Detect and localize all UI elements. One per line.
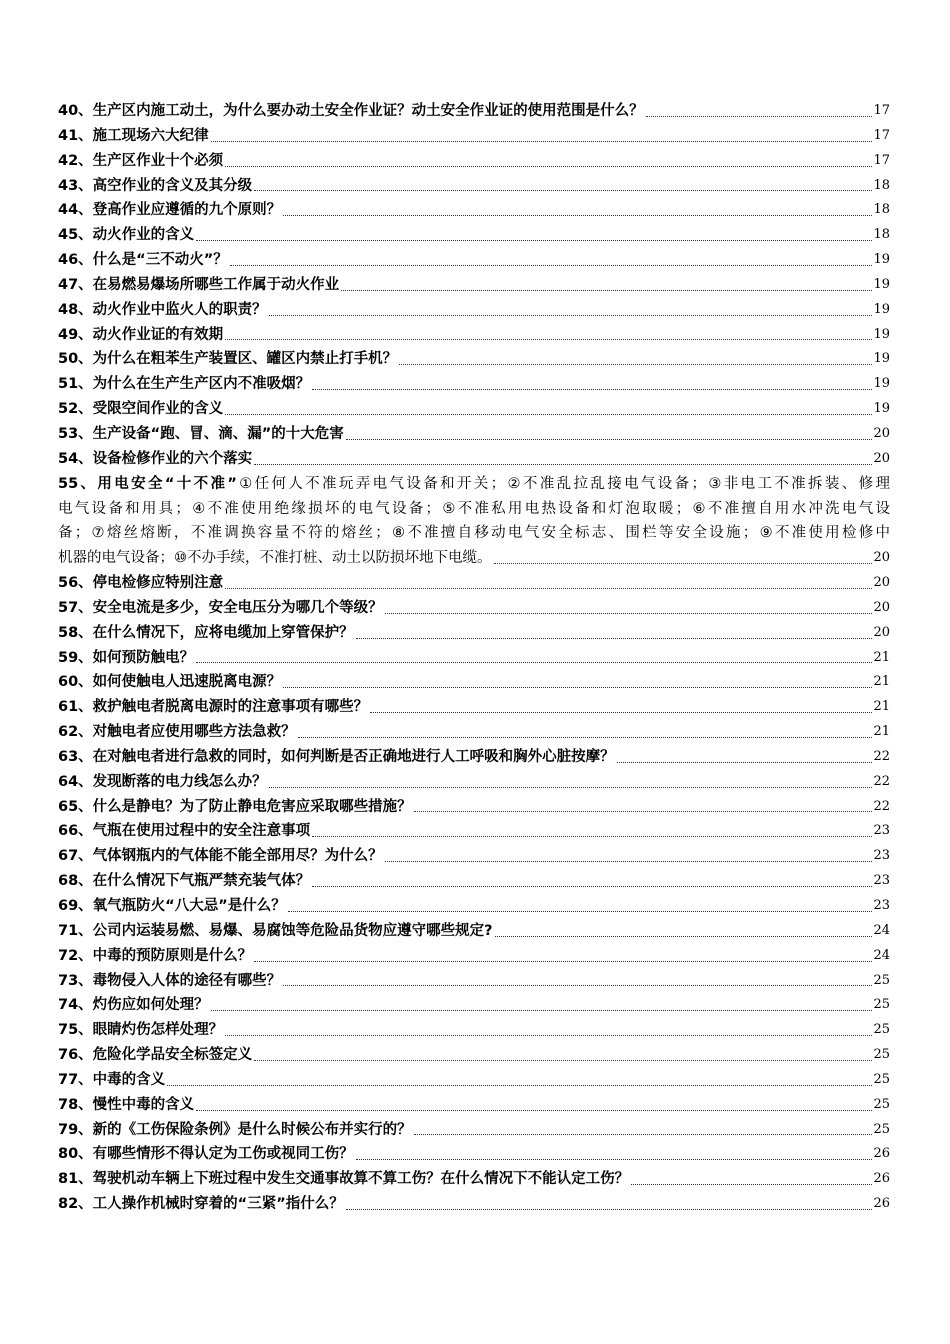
toc-entry-55-line-1 — [58, 472, 890, 497]
toc-entry-title: 42、生产区作业十个必须 — [58, 152, 224, 169]
toc-page-number: 25 — [873, 1022, 890, 1038]
toc-page-number: 23 — [873, 848, 890, 864]
dot-leader — [385, 613, 873, 614]
toc-page-number: 22 — [873, 798, 890, 814]
toc-entry[interactable] — [58, 323, 890, 348]
toc-page-number: 25 — [873, 1047, 890, 1063]
toc-page-number: 19 — [873, 252, 890, 268]
toc-entry[interactable] — [58, 1068, 890, 1093]
dot-leader — [312, 836, 872, 837]
toc-entry[interactable] — [58, 273, 890, 298]
toc-entry-text: 机器的电气设备；⑩不办手续，不准打桩、动土以防损坏地下电缆。 — [58, 550, 492, 567]
toc-entry-title: 57、安全电流是多少，安全电压分为哪几个等级？ — [58, 599, 383, 616]
toc-entry-title: 56、停电检修应特别注意 — [58, 575, 224, 592]
toc-entry-title: 68、在什么情况下气瓶严禁充装气体？ — [58, 873, 311, 890]
toc-entry[interactable] — [58, 124, 890, 149]
toc-entry[interactable] — [58, 1018, 890, 1043]
toc-entry-title: 63、在对触电者进行急救的同时，如何判断是否正确地进行人工呼吸和胸外心脏按摩？ — [58, 748, 615, 765]
toc-page-number: 23 — [873, 898, 890, 913]
toc-entry[interactable] — [58, 149, 890, 174]
dot-leader — [298, 737, 873, 738]
toc-entry[interactable] — [58, 819, 890, 844]
toc-entry-title: 80、有哪些情形不得认定为工伤或视同工伤？ — [58, 1146, 354, 1163]
dot-leader — [312, 886, 872, 887]
toc-page-number: 25 — [873, 1096, 890, 1112]
toc-entry[interactable] — [58, 919, 890, 944]
toc-entry[interactable] — [58, 844, 890, 869]
toc-page-number: 20 — [873, 624, 890, 640]
toc-entry[interactable] — [58, 447, 890, 472]
toc-entry-title: 67、气体钢瓶内的气体能不能全部用尽？为什么？ — [58, 848, 383, 865]
toc-page-number: 26 — [873, 1146, 890, 1162]
toc-page-number: 26 — [873, 1171, 890, 1187]
toc-page-number: 18 — [873, 202, 890, 218]
dot-leader — [494, 563, 873, 564]
toc-page-number: 20 — [873, 550, 890, 566]
dot-leader — [225, 166, 872, 167]
dot-leader — [288, 911, 873, 912]
toc-entry[interactable] — [58, 670, 890, 695]
toc-entry-title: 75、眼睛灼伤怎样处理？ — [58, 1022, 224, 1039]
toc-entry[interactable] — [58, 621, 890, 646]
toc-page-number: 19 — [873, 351, 890, 367]
toc-entry-title: 58、在什么情况下，应将电缆加上穿管保护？ — [58, 624, 354, 641]
toc-entry-title: 48、动火作业中监火人的职责？ — [58, 301, 267, 318]
toc-entry-55-line-4 — [58, 546, 890, 571]
toc-page-number: 21 — [873, 674, 890, 690]
toc-entry-title: 44、登高作业应遵循的九个原则？ — [58, 202, 282, 219]
toc-entry-title: 82、工人操作机械时穿着的“三紧”指什么？ — [58, 1196, 344, 1213]
toc-page-number: 19 — [873, 301, 890, 317]
dot-leader — [225, 1035, 872, 1036]
dot-leader — [385, 861, 873, 862]
toc-entry[interactable] — [58, 745, 890, 770]
toc-entry-title: 61、救护触电者脱离电源时的注意事项有哪些？ — [58, 699, 369, 716]
dot-leader — [254, 961, 872, 962]
toc-page-number: 20 — [873, 450, 890, 466]
toc-page-number: 22 — [873, 773, 890, 789]
toc-entry[interactable] — [58, 1118, 890, 1143]
toc-page-number: 19 — [873, 401, 890, 417]
dot-leader — [196, 662, 872, 663]
dot-leader — [414, 811, 873, 812]
dot-leader — [370, 712, 872, 713]
toc-entry[interactable] — [58, 596, 890, 621]
toc-page-number: 20 — [873, 425, 890, 441]
toc-page-number: 19 — [873, 276, 890, 292]
dot-leader — [211, 141, 873, 142]
toc-entry[interactable] — [58, 174, 890, 199]
toc-entry-title: 78、慢性中毒的含义 — [58, 1096, 195, 1113]
toc-group-a — [58, 99, 890, 472]
toc-entry-title: 60、如何使触电人迅速脱离电源？ — [58, 674, 282, 691]
toc-entry[interactable] — [58, 1142, 890, 1167]
toc-entry[interactable] — [58, 298, 890, 323]
dot-leader — [356, 1159, 873, 1160]
dot-leader — [341, 290, 872, 291]
toc-page-number: 17 — [873, 127, 890, 143]
toc-page-number: 25 — [873, 1071, 890, 1087]
toc-entry[interactable] — [58, 422, 890, 447]
toc-entry[interactable] — [58, 1093, 890, 1118]
toc-page-number: 23 — [873, 873, 890, 889]
dot-leader — [225, 414, 872, 415]
toc-page-number: 21 — [873, 724, 890, 740]
toc-entry-title: 40、生产区内施工动土，为什么要办动土安全作业证？动土安全作业证的使用范围是什么？ — [58, 103, 644, 119]
toc-page-number: 22 — [873, 748, 890, 764]
dot-leader — [283, 687, 872, 688]
toc-entry[interactable] — [58, 869, 890, 894]
toc-page-number: 17 — [873, 103, 890, 118]
toc-page-number: 20 — [873, 599, 890, 615]
toc-page-number: 24 — [873, 947, 890, 963]
toc-entry-title: 49、动火作业证的有效期 — [58, 326, 224, 343]
dot-leader — [283, 985, 872, 986]
toc-entry[interactable] — [58, 795, 890, 820]
toc-entry[interactable] — [58, 571, 890, 596]
toc-entry-title: 69、氧气瓶防火“八大忌”是什么？ — [58, 898, 286, 914]
dot-leader — [617, 762, 873, 763]
toc-entry[interactable] — [58, 894, 890, 919]
toc-entry[interactable] — [58, 969, 890, 994]
toc-entry[interactable] — [58, 944, 890, 969]
table-of-contents — [58, 99, 890, 1217]
toc-entry-title: 50、为什么在粗苯生产装置区、罐区内禁止打手机？ — [58, 351, 398, 368]
toc-page-number: 26 — [873, 1196, 890, 1212]
toc-entry-title: 77、中毒的含义 — [58, 1071, 166, 1088]
toc-page-number: 25 — [873, 1121, 890, 1137]
dot-leader — [312, 389, 872, 390]
toc-entry-55[interactable] — [58, 472, 890, 571]
dot-leader — [346, 1209, 873, 1210]
toc-entry[interactable] — [58, 720, 890, 745]
toc-entry[interactable] — [58, 397, 890, 422]
toc-entry-title: 54、设备检修作业的六个落实 — [58, 450, 253, 467]
toc-entry-title: 76、危险化学品安全标签定义 — [58, 1047, 253, 1064]
dot-leader — [346, 439, 873, 440]
dot-leader — [211, 1010, 873, 1011]
toc-page-number: 18 — [873, 227, 890, 243]
toc-entry[interactable] — [58, 248, 890, 273]
toc-page-number: 25 — [873, 972, 890, 988]
dot-leader — [269, 315, 873, 316]
toc-entry[interactable] — [58, 993, 890, 1018]
toc-entry-title: 62、对触电者应使用哪些方法急救？ — [58, 724, 296, 741]
dot-leader — [495, 936, 873, 937]
toc-entry-55-line-3: 备；⑦熔丝熔断，不准调换容量不符的熔丝；⑧不准擅自移动电气安全标志、围栏等安全设施；⑨不准使用检修中 — [58, 525, 890, 542]
toc-page-number: 17 — [873, 152, 890, 168]
dot-leader — [254, 464, 872, 465]
toc-entry-title: 79、新的《工伤保险条例》是什么时候公布并实行的？ — [58, 1121, 412, 1138]
dot-leader — [269, 787, 873, 788]
toc-entry-title: 74、灼伤应如何处理？ — [58, 997, 209, 1014]
toc-page-number: 25 — [873, 997, 890, 1013]
dot-leader — [225, 588, 872, 589]
toc-entry-55-line-2: 电气设备和用具；④不准使用绝缘损坏的电气设备；⑤不准私用电热设备和灯泡取暖；⑥不准擅自用水冲洗电气设 — [58, 500, 890, 517]
toc-entry[interactable] — [58, 99, 890, 124]
dot-leader — [225, 339, 872, 340]
toc-entry[interactable] — [58, 646, 890, 671]
toc-entry-title: 81、驾驶机动车辆上下班过程中发生交通事故算不算工伤？在什么情况下不能认定工伤？ — [58, 1171, 630, 1188]
toc-page-number: 20 — [873, 575, 890, 591]
toc-entry-title: 73、毒物侵入人体的途径有哪些？ — [58, 972, 282, 989]
dot-leader — [399, 364, 872, 365]
toc-page-number: 18 — [873, 177, 890, 193]
toc-entry-title: 55、用电安全“十不准” — [58, 475, 237, 492]
toc-entry[interactable] — [58, 223, 890, 248]
toc-page-number: 24 — [873, 922, 890, 938]
dot-leader — [646, 116, 873, 117]
toc-entry-title: 43、高空作业的含义及其分级 — [58, 177, 253, 194]
dot-leader — [631, 1184, 872, 1185]
dot-leader — [196, 1110, 872, 1111]
toc-entry-title: 71、公司内运装易燃、易爆、易腐蚀等危险品货物应遵守哪些规定? — [58, 922, 493, 939]
toc-entry[interactable] — [58, 695, 890, 720]
toc-entry-title: 64、发现断落的电力线怎么办？ — [58, 773, 267, 790]
toc-entry-title: 66、气瓶在使用过程中的安全注意事项 — [58, 823, 311, 840]
dot-leader — [230, 265, 873, 266]
toc-group-b — [58, 571, 890, 1217]
dot-leader — [167, 1085, 872, 1086]
toc-entry[interactable] — [58, 1043, 890, 1068]
toc-entry-title: 72、中毒的预防原则是什么？ — [58, 947, 253, 964]
dot-leader — [254, 190, 872, 191]
toc-entry[interactable] — [58, 372, 890, 397]
toc-entry-title: 47、在易燃易爆场所哪些工作属于动火作业 — [58, 276, 340, 293]
toc-entry-title: 45、动火作业的含义 — [58, 227, 195, 244]
toc-entry[interactable] — [58, 1167, 890, 1192]
toc-entry-title: 65、什么是静电？为了防止静电危害应采取哪些措施？ — [58, 798, 412, 815]
toc-page-number: 21 — [873, 699, 890, 715]
toc-entry[interactable] — [58, 1192, 890, 1217]
dot-leader — [196, 240, 872, 241]
toc-page-number: 19 — [873, 326, 890, 342]
toc-entry-title: 53、生产设备“跑、冒、滴、漏”的十大危害 — [58, 425, 344, 442]
dot-leader — [254, 1060, 872, 1061]
toc-entry[interactable] — [58, 198, 890, 223]
toc-entry-title: 51、为什么在生产生产区内不准吸烟？ — [58, 376, 311, 393]
toc-page-number: 21 — [873, 649, 890, 665]
toc-page-number: 23 — [873, 823, 890, 839]
toc-entry-title: 59、如何预防触电？ — [58, 649, 195, 666]
toc-entry[interactable] — [58, 347, 890, 372]
toc-entry-text: ①任何人不准玩弄电气设备和开关；②不准乱拉乱接电气设备；③非电工不准拆装、修理 — [236, 475, 890, 492]
dot-leader — [356, 638, 873, 639]
toc-entry-title: 52、受限空间作业的含义 — [58, 401, 224, 418]
toc-entry[interactable] — [58, 770, 890, 795]
toc-entry-title: 46、什么是“三不动火”？ — [58, 252, 228, 269]
toc-entry-title: 41、施工现场六大纪律 — [58, 127, 209, 144]
dot-leader — [283, 215, 872, 216]
dot-leader — [414, 1134, 873, 1135]
toc-page-number: 19 — [873, 376, 890, 392]
